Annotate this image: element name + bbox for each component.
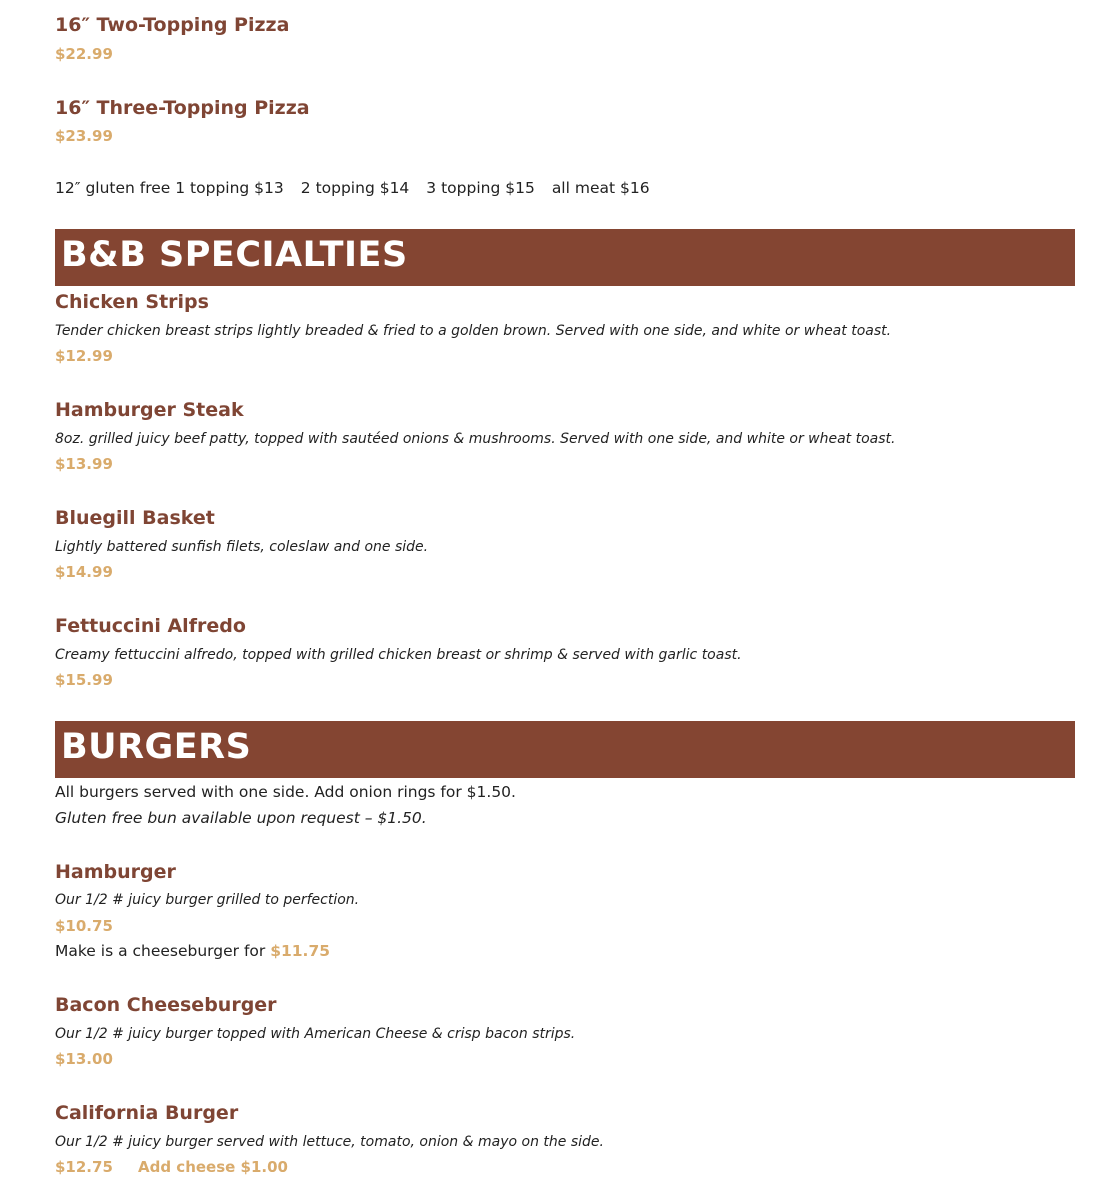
gluten-free-option: all meat $16 (551, 179, 650, 197)
item-price-three-topping-pizza: $23.99 (55, 127, 113, 145)
item-price-hamburger: $10.75 (55, 917, 113, 935)
burgers-gluten-free-note: Gluten free bun available upon request – $1.50. (55, 809, 427, 827)
gluten-free-option: 12″ gluten free 1 topping $13 (55, 179, 284, 197)
gluten-free-option: 3 topping $15 (426, 179, 535, 197)
section-banner-specialties (55, 229, 1075, 286)
item-name-fettuccini-alfredo: Fettuccini Alfredo (55, 615, 246, 637)
item-desc-hamburger: Our 1/2 # juicy burger grilled to perfection. (55, 892, 360, 908)
cheeseburger-option-price: $11.75 (270, 942, 331, 960)
item-name-three-topping-pizza: 16″ Three-Topping Pizza (55, 97, 310, 119)
item-desc-hamburger-steak: 8oz. grilled juicy beef patty, topped with sautéed onions & mushrooms. Served with one side, and white or wheat toast. (55, 431, 896, 447)
gluten-free-pizza-prices (55, 179, 667, 197)
item-price-bacon-cheeseburger: $13.00 (55, 1050, 113, 1068)
item-name-hamburger-steak: Hamburger Steak (55, 399, 244, 421)
item-name-california-burger: California Burger (55, 1102, 239, 1124)
item-name-bluegill-basket: Bluegill Basket (55, 507, 215, 529)
item-price-bluegill-basket: $14.99 (55, 563, 113, 581)
item-price-hamburger-steak: $13.99 (55, 455, 113, 473)
item-price-chicken-strips: $12.99 (55, 347, 113, 365)
item-name-two-topping-pizza: 16″ Two-Topping Pizza (55, 14, 290, 36)
item-desc-fettuccini-alfredo: Creamy fettuccini alfredo, topped with grilled chicken breast or shrimp & served with garlic toast. (55, 647, 742, 663)
item-desc-bluegill-basket: Lightly battered sunfish filets, coleslaw and one side. (55, 539, 429, 555)
item-desc-chicken-strips: Tender chicken breast strips lightly breaded & fried to a golden brown. Served with one side, and white or wheat toast. (55, 323, 892, 339)
item-desc-bacon-cheeseburger: Our 1/2 # juicy burger topped with American Cheese & crisp bacon strips. (55, 1026, 576, 1042)
item-price-fettuccini-alfredo: $15.99 (55, 671, 113, 689)
cheeseburger-option-text: Make is a cheeseburger for (55, 942, 271, 960)
item-price-two-topping-pizza: $22.99 (55, 45, 113, 63)
item-name-hamburger: Hamburger (55, 861, 176, 883)
section-title-burgers: BURGERS (61, 727, 252, 767)
section-banner-burgers (55, 721, 1075, 778)
cheeseburger-option (55, 942, 330, 960)
item-name-chicken-strips: Chicken Strips (55, 291, 209, 313)
item-desc-california-burger: Our 1/2 # juicy burger served with lettuce, tomato, onion & mayo on the side. (55, 1134, 604, 1150)
section-title-specialties: B&B SPECIALTIES (61, 235, 408, 275)
gluten-free-option: 2 topping $14 (300, 179, 410, 197)
burgers-note: All burgers served with one side. Add onion rings for $1.50. (55, 783, 516, 801)
item-name-bacon-cheeseburger: Bacon Cheeseburger (55, 994, 277, 1016)
add-cheese-option: Add cheese $1.00 (138, 1158, 288, 1176)
item-price-california-burger: $12.75 (55, 1158, 113, 1176)
